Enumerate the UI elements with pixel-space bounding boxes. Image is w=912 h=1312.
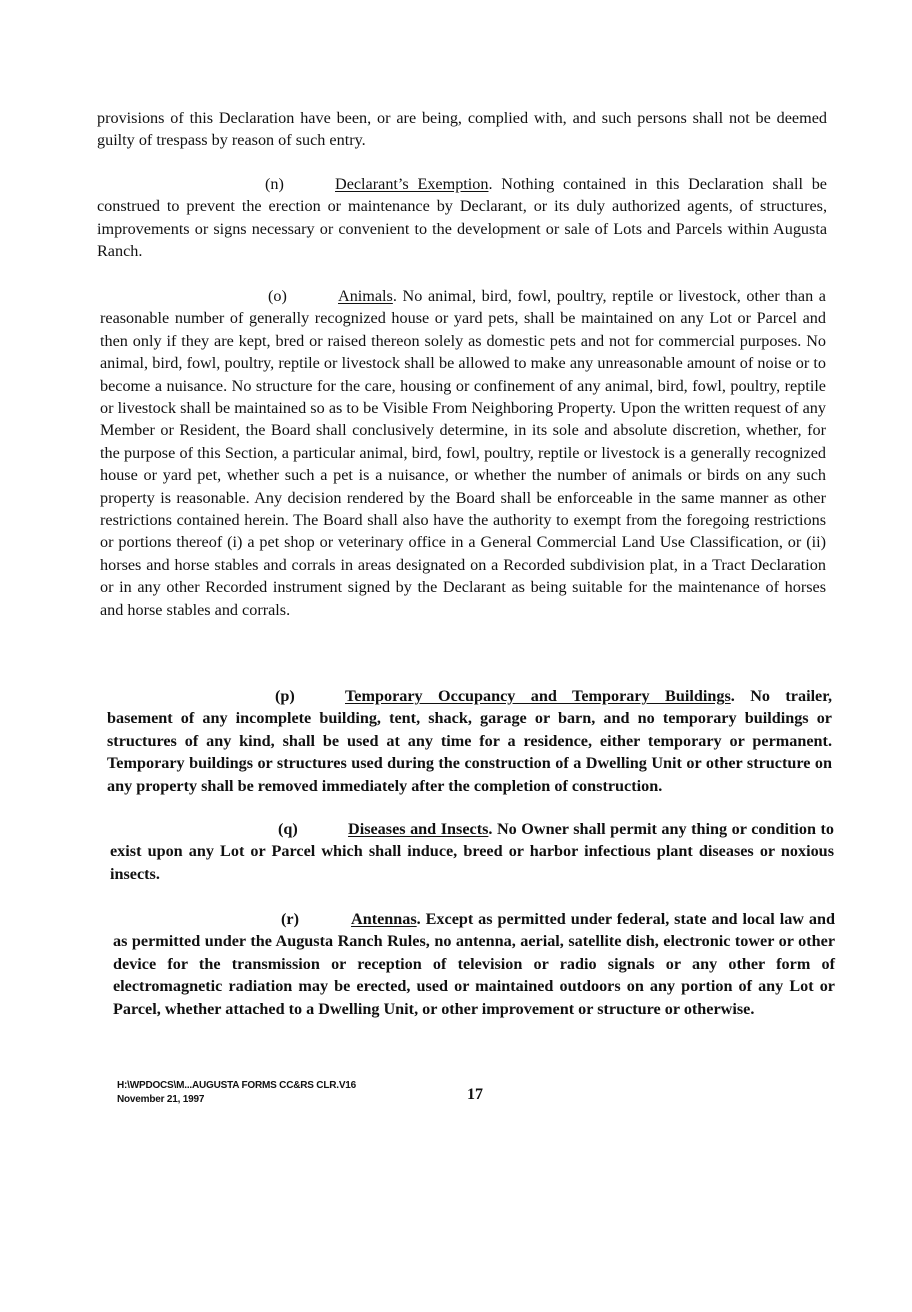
paragraph-q-body: . No Owner shall permit any thing or condition to exist upon any Lot or Parcel which shall induce, breed or harbor infectious plant diseases or noxious insects.: [110, 820, 834, 883]
paragraph-n-body: . Nothing contained in this Declaration shall be construed to prevent the erection or maintenance by Declarant, or its duly authorized agents, of structures, improvements or signs necessary or convenient to the development or sale of Lots and Parcels within Augusta Ranch.: [97, 175, 827, 261]
paragraph-q-number: (q): [278, 820, 298, 838]
footer-date: November 21, 1997: [117, 1094, 205, 1105]
paragraph-o-heading: Animals: [338, 287, 393, 305]
footer-file-path: H:\WPDOCS\M...AUGUSTA FORMS CC&RS CLR.V16: [117, 1080, 357, 1091]
paragraph-m-continued: provisions of this Declaration have been, or are being, complied with, and such persons shall not be deemed guilty of trespass by reason of such entry.: [97, 109, 827, 150]
paragraph-q: [110, 818, 834, 885]
paragraph-n: [97, 173, 827, 263]
paragraph-p-body: . No trailer, basement of any incomplete building, tent, shack, garage or barn, and no temporary buildings or structures of any kind, shall be used at any time for a residence, either temporary or permanent. Temporary buildings or structures used during the construction of a Dwelling Unit or other structure on any property shall be removed immediately after the completion of construction.: [107, 687, 832, 795]
paragraph-r-body: . Except as permitted under federal, state and local law and as permitted under the Augusta Ranch Rules, no antenna, aerial, satellite dish, electronic tower or other device for the transmission or reception of television or radio signals or any other form of electromagnetic radiation may be erected, used or maintained outdoors on any portion of any Lot or Parcel, whether attached to a Dwelling Unit, or other improvement or structure or otherwise.: [113, 910, 835, 1018]
footer-file-info: [117, 1079, 356, 1107]
paragraph-o: [100, 285, 826, 621]
paragraph-q-heading: Diseases and Insects: [348, 820, 489, 838]
paragraph-n-heading: Declarant’s Exemption: [335, 175, 489, 193]
paragraph-p-heading: Temporary Occupancy and Temporary Buildings: [345, 687, 731, 705]
paragraph-r-number: (r): [281, 910, 299, 928]
paragraph-o-body: . No animal, bird, fowl, poultry, reptile or livestock, other than a reasonable number of generally recognized house or yard pets, shall be maintained on any Lot or Parcel and then only if they are kept, bred or raised thereon solely as domestic pets and not for commercial purposes. No animal, bird, fowl, poultry, reptile or livestock shall be allowed to make any unreasonable amount of noise or to become a nuisance. No structure for the care, housing or confinement of any animal, bird, fowl, poultry, reptile or livestock shall be maintained so as to be Visible From Neighboring Property. Upon the written request of any Member or Resident, the Board shall conclusively determine, in its sole and absolute discretion, whether, for the purpose of this Section, a particular animal, bird, fowl, poultry, reptile or livestock is a generally recognized house or yard pet, whether such a pet is a nuisance, or whether the number of animals or birds on any such property is reasonable. Any decision rendered by the Board shall be enforceable in the same manner as other restrictions contained herein. The Board shall also have the authority to exempt from the foregoing restrictions or portions thereof (i) a pet shop or veterinary office in a General Commercial Land Use Classification, or (ii) horses and horse stables and corrals in areas designated on a Recorded subdivision plat, in a Tract Declaration or in any other Recorded instrument signed by the Declarant as being suitable for the maintenance of horses and horse stables and corrals.: [100, 287, 826, 619]
paragraph-n-number: (n): [265, 175, 284, 193]
paragraph-p: [107, 685, 832, 797]
paragraph-o-number: (o): [268, 287, 287, 305]
paragraph-p-number: (p): [275, 687, 295, 705]
paragraph-r: [113, 908, 835, 1020]
paragraph-r-heading: Antennas: [351, 910, 417, 928]
page-number: 17: [467, 1086, 483, 1103]
